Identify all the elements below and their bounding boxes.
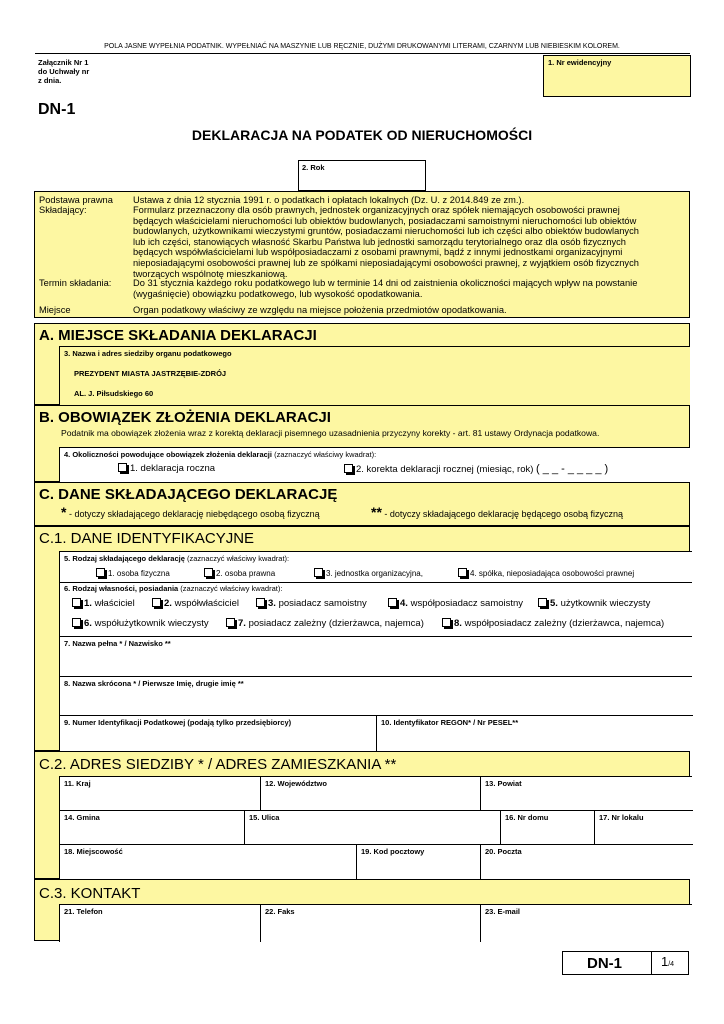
filer-text: Formularz przeznaczony dla osób prawnych, jednostek organizacyjnych oraz spółek niemających osobowości prawnej będących właścicielami nieruchomości lub obiektów budowlanych, posiadaczami samoistnymi nieruchomości lub obiektów budowlanych, użytkownikami wieczystymi gruntów, posiadaczami nieruchomości lub ich części albo obiektów budowlanych lub ich części, stanowiących własność Skarbu Państwa lub jednostki samorządu terytorialnego oraz dla osób fizycznych będących współwłaścicielami lub współposiadaczami z osobami prawnymi, bądź z innymi jednostkami organizacyjnymi nieposiadającymi osobowości prawnej lub ze spółkami nieposiadającymi osobowości prawnej, z wyjątkiem osób fizycznych tworzących wspólnotę mieszkaniową. [133, 205, 639, 279]
page-number: 1/4 [661, 954, 675, 969]
section-c3 [34, 879, 690, 941]
nip-field[interactable]: 9. Numer Identyfikacji Podatkowej (podają tylko przedsiębiorcy) [60, 715, 376, 753]
own-co-perpetual-user[interactable]: 6. współużytkownik wieczysty [72, 618, 209, 629]
year-field[interactable]: 2. Rok [298, 160, 426, 191]
country-field[interactable]: 11. Kraj [64, 779, 91, 788]
field-4-box: 4. Okoliczności powodujące obowiązek złożenia deklaracji (zaznaczyć właściwy kwadrat): 1. deklaracja roczna 2. korekta deklaracji rocznej (miesiąc, rok) ( _ _ - _ _ _ _ ) [59, 447, 690, 483]
municipality-field[interactable]: 14. Gmina [60, 810, 244, 845]
postal-code-field[interactable]: 19. Kod pocztowy [356, 844, 481, 881]
org-name: PREZYDENT MIASTA JASTRZĘBIE-ZDRÓJ [74, 369, 227, 378]
short-name-field[interactable]: 8. Nazwa skrócona * / Pierwsze Imię, drugie imię ** [60, 676, 692, 716]
section-c3-title: C.3. KONTAKT [39, 885, 141, 902]
full-name-field[interactable]: 7. Nazwa pełna * / Nazwisko ** [60, 636, 692, 677]
section-b-title: B. OBOWIĄZEK ZŁOŻENIA DEKLARACJI [39, 409, 331, 426]
section-c1-title: C.1. DANE IDENTYFIKACYJNE [39, 530, 255, 547]
checkbox[interactable] [152, 598, 161, 607]
post-office-field[interactable]: 20. Poczta [480, 844, 693, 881]
checkbox[interactable] [388, 598, 397, 607]
footer-form-code: DN-1 [587, 955, 623, 972]
house-number-field[interactable]: 16. Nr domu [500, 810, 595, 845]
email-field[interactable]: 23. E-mail [480, 905, 693, 942]
top-note: POLA JASNE WYPEŁNIA PODATNIK. WYPEŁNIAĆ NA MASZYNIE LUB RĘCZNIE, DUŻYMI DRUKOWANYMI LITERAMI, CZARNYM LUB NIEBIESKIM KOLOREM. [104, 43, 620, 50]
checkbox[interactable] [256, 598, 265, 607]
type-company[interactable]: 4. spółka, nieposiadająca osobowości prawnej [458, 568, 634, 578]
section-c-title: C. DANE SKŁADAJĄCEGO DEKLARACJĘ [39, 486, 338, 503]
page-title: DEKLARACJA NA PODATEK OD NIERUCHOMOŚCI [191, 127, 533, 143]
regon-pesel-field[interactable]: 10. Identyfikator REGON* / Nr PESEL** [376, 715, 693, 753]
checkbox[interactable] [442, 618, 451, 627]
type-natural-person[interactable]: 1. osoba fizyczna [96, 568, 170, 578]
checkbox[interactable] [344, 464, 353, 473]
field-1-label: 1. Nr ewidencyjny [548, 58, 612, 67]
checkbox[interactable] [204, 568, 213, 577]
deadline-text: Do 31 stycznia każdego roku podatkowego lub w terminie 14 dni od zaistnienia okoliczności mających wpływ na powstanie (wygaśnięcie) obowiązku podatkowego, lub wysokość opodatkowania. [133, 278, 638, 299]
own-perpetual-user[interactable]: 5. użytkownik wieczysty [538, 598, 650, 609]
section-c2 [34, 751, 690, 879]
apartment-number-field[interactable]: 17. Nr lokalu [594, 810, 693, 845]
section-b: B. OBOWIĄZEK ZŁOŻENIA DEKLARACJI Podatnik ma obowiązek złożenia wraz z korektą deklaracji pisemnego uzasadnienia przyczyny korekty - art. 81 ustawy Ordynacja podatkowa. 4. Okoliczności powodujące obowiązek złożenia deklaracji (zaznaczyć właściwy kwadrat): 1. deklaracja roczna 2. korekta deklaracji rocznej (miesiąc, rok) ( _ _ - _ _ _ _ ) [34, 405, 690, 482]
own-owner[interactable]: 1. właściciel [72, 598, 135, 609]
own-dependent-copossessor[interactable]: 8. współposiadacz zależny (dzierżawca, najemca) [442, 618, 664, 629]
org-address: AL. J. Piłsudskiego 60 [74, 389, 154, 398]
own-coowner[interactable]: 2. współwłaściciel [152, 598, 239, 609]
option-correction[interactable]: 2. korekta deklaracji rocznej (miesiąc, rok) ( _ _ - _ _ _ _ ) [344, 463, 608, 475]
own-copossessor[interactable]: 4. współposiadacz samoistny [388, 598, 523, 609]
checkbox[interactable] [72, 618, 81, 627]
county-field[interactable]: 13. Powiat [480, 777, 693, 810]
attachment-note: Załącznik Nr 1 do Uchwały nr z dnia. [38, 58, 90, 85]
own-possessor[interactable]: 3. posiadacz samoistny [256, 598, 367, 609]
checkbox[interactable] [96, 568, 105, 577]
checkbox[interactable] [226, 618, 235, 627]
checkbox[interactable] [118, 463, 127, 472]
section-a [34, 323, 690, 405]
phone-field[interactable]: 21. Telefon [64, 907, 103, 916]
option-annual[interactable]: 1. deklaracja roczna [118, 463, 215, 474]
field-1-box [543, 55, 691, 97]
section-c1: C.1. DANE IDENTYFIKACYJNE 5. Rodzaj składającego deklarację (zaznaczyć właściwy kwadrat): 1. osoba fizyczna 2. osoba prawna 3. jednostka organizacyjna, 4. spółka, nieposiadająca osobowości prawnej 6. Rodzaj własności, posiadania (zaznaczyć właściwy kwadrat): 1. właściciel 2. współwłaściciel 3. posiadacz samoistny 4. współposiadacz samoistny 5. użytkownik wieczysty 6. współużytkownik wieczysty 7. posiadacz zależny (dzierżawca, najemca) 8. współposiadacz zależny (dzierżawca, najemca) 7. Nazwa pełna * / Nazwisko ** 8. Nazwa skrócona * / Pierwsze Imię, drugie imię ** 9. Numer Identyfikacji Podatkowej (podają tylko przedsiębiorcy) 10. Identyfikator REGON* / Nr PESEL** [34, 526, 690, 751]
checkbox[interactable] [72, 598, 81, 607]
field-3-box[interactable]: 3. Nazwa i adres siedziby organu podatkowego PREZYDENT MIASTA JASTRZĘBIE-ZDRÓJ AL. J. Piłsudskiego 60 [59, 346, 690, 406]
type-legal-person[interactable]: 2. osoba prawna [204, 568, 275, 578]
voivodeship-field[interactable]: 12. Województwo [260, 777, 481, 810]
street-field[interactable]: 15. Ulica [244, 810, 501, 845]
checkbox[interactable] [538, 598, 547, 607]
checkbox[interactable] [458, 568, 467, 577]
type-org-unit[interactable]: 3. jednostka organizacyjna, [314, 568, 423, 578]
fax-field[interactable]: 22. Faks [260, 905, 481, 942]
city-field[interactable]: 18. Miejscowość [60, 844, 356, 881]
section-a-title: A. MIEJSCE SKŁADANIA DEKLARACJI [39, 327, 317, 344]
own-dependent-possessor[interactable]: 7. posiadacz zależny (dzierżawca, najemca) [226, 618, 424, 629]
checkbox[interactable] [314, 568, 323, 577]
section-c2-title: C.2. ADRES SIEDZIBY * / ADRES ZAMIESZKANIA ** [39, 756, 397, 773]
info-box: Podstawa prawna Składający: Ustawa z dnia 12 stycznia 1991 r. o podatkach i opłatach lokalnych (Dz. U. z 2014.849 ze zm.). Formularz przeznaczony dla osób prawnych, jednostek organizacyjnych oraz spółek niemających osobowości prawnej będących właścicielami nieruchomości lub obiektów budowlanych, posiadaczami samoistnymi nieruchomości lub obiektów budowlanych, użytkownikami wieczystymi gruntów, posiadaczami nieruchomości lub ich części albo obiektów budowlanych lub ich części, stanowiących własność Skarbu Państwa lub jednostki samorządu terytorialnego oraz dla osób fizycznych będących współwłaścicielami lub współposiadaczami z osobami prawnymi, bądź z innymi jednostkami organizacyjnymi nieposiadającymi osobowości prawnej lub ze spółkami nieposiadającymi osobowości prawnej, z wyjątkiem osób fizycznych tworzących wspólnotę mieszkaniową. Termin składania: Do 31 stycznia każdego roku podatkowego lub w terminie 14 dni od zaistnienia okoliczności mających wpływ na powstanie (wygaśnięcie) obowiązku podatkowego, lub wysokość opodatkowania. Miejsce Organ podatkowy właściwy ze względu na miejsce położenia przedmiotów opodatkowania. [34, 191, 690, 318]
form-code: DN-1 [38, 101, 76, 118]
section-c: C. DANE SKŁADAJĄCEGO DEKLARACJĘ * - dotyczy składającego deklarację niebędącego osobą fizyczną ** - dotyczy składającego deklarację będącego osobą fizyczną [34, 482, 690, 526]
footer-box [562, 951, 689, 975]
divider [35, 53, 690, 54]
